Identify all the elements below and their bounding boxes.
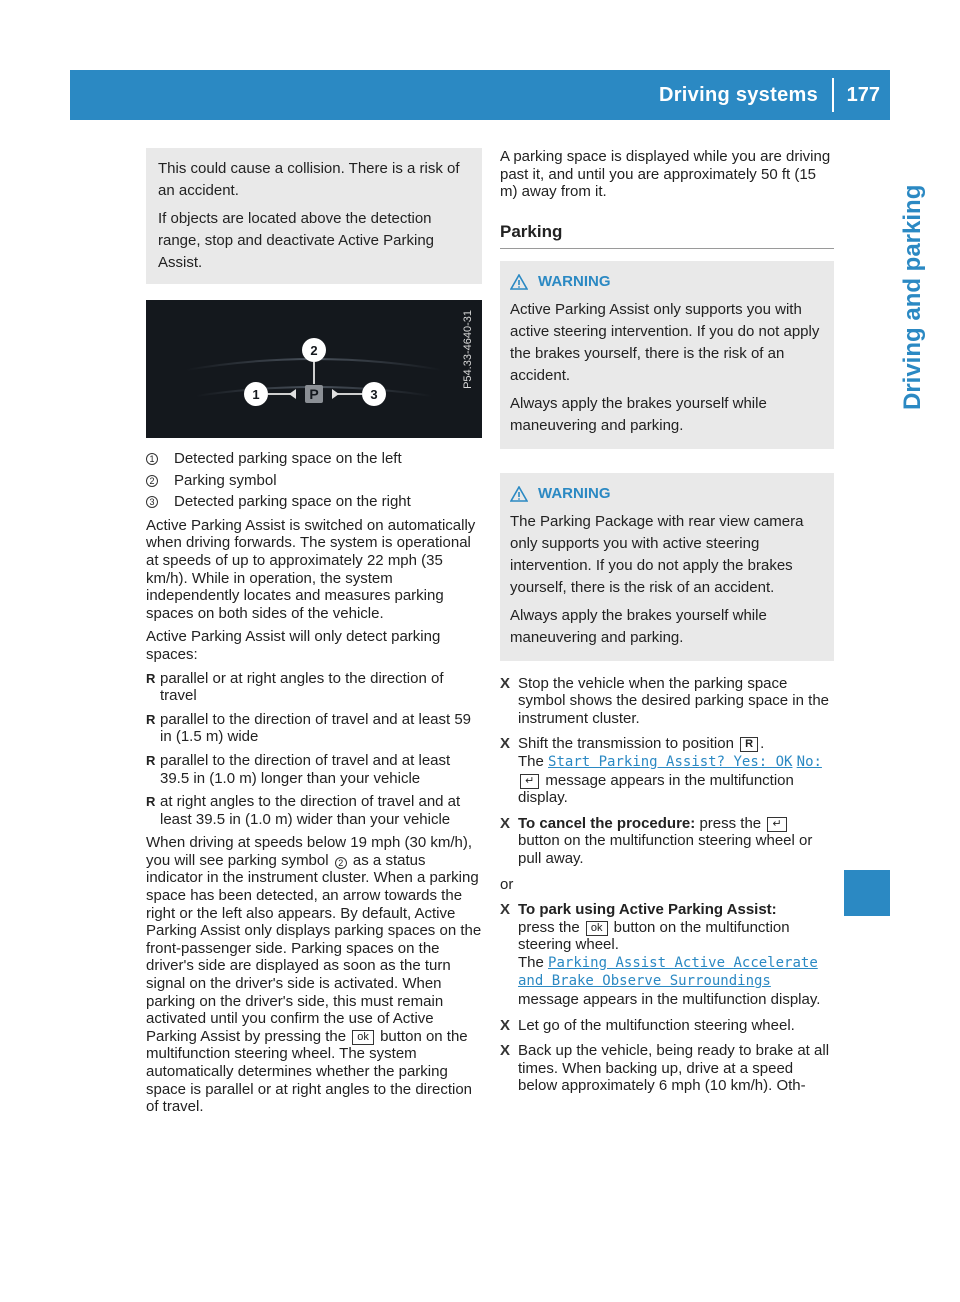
warning-triangle-icon [510, 274, 528, 290]
display-message: No: [796, 753, 822, 770]
para-text: as a status indicator in the instrument cluster. When a parking space has been detected, an arrow towards the right or the left also appears. By default, Active Parking Assist only displays parking spaces on the front-passenger side. Parking spaces on the driver's side are displayed as soon as the turn signal on the driver's side is activated. When parking on the driver's side, this must remain activated until you confirm the use of Active Parking Assist by pressing the [146, 851, 482, 1045]
para-text: button on the multifunction steering wheel. The system automatically determines whether the parking space is parallel or at right angles to the direction of travel. [146, 1027, 473, 1116]
step-text-part: press the [518, 918, 580, 936]
step-bold-text: To park using Active Parking Assist: [518, 901, 777, 919]
display-message: Parking Assist Active Accelerate and Brake Observe Surroundings [518, 954, 818, 990]
step-arrow-icon: X [500, 814, 511, 832]
warning-title [510, 273, 824, 291]
section-heading: Parking [500, 223, 834, 250]
legend-number: 1 [146, 453, 158, 465]
para-text: When driving at speeds below 19 mph (30 km/h), you will see parking symbol [146, 834, 472, 869]
instrument-cluster-figure [146, 300, 482, 438]
warning-box [500, 473, 834, 661]
step-text: Back up the vehicle, being ready to brake at all times. When backing up, drive at a speed below approximately 6 mph (10 km/h). Oth- [518, 1042, 830, 1095]
step-text-part: The [518, 752, 544, 770]
chapter-tab-marker [844, 870, 890, 916]
step-arrow-icon: X [500, 735, 511, 753]
chapter-tab [844, 130, 926, 450]
warning-title-text: WARNING [538, 484, 611, 502]
legend-item [146, 450, 482, 468]
bullet-item [146, 793, 482, 828]
display-message: Start Parking Assist? Yes: OK [548, 753, 793, 770]
right-column [500, 148, 834, 1095]
legend-text: Detected parking space on the right [174, 493, 411, 511]
bullet-text: at right angles to the direction of travel and at least 39.5 in (1.0 m) wider than your vehicle [160, 793, 461, 828]
instruction-step [500, 675, 834, 728]
step-text-part: message appears in the multifunction display. [518, 991, 821, 1009]
inline-callout-2: 2 [335, 857, 347, 869]
warning-title [510, 485, 824, 503]
step-arrow-icon: X [500, 1016, 511, 1034]
warning-text: Active Parking Assist only supports you with active steering intervention. If you do not apply the brakes yourself, there is the risk of an accident. [510, 300, 820, 384]
callout-2-label: 2 [310, 343, 318, 358]
ok-key-icon: ok [586, 921, 608, 936]
or-separator: or [500, 875, 514, 893]
ok-key-icon: ok [352, 1030, 374, 1045]
step-text-part: button on the multifunction steering wheel or pull away. [518, 832, 813, 867]
warning-text: Always apply the brakes yourself while maneuvering and parking. [510, 394, 767, 434]
bullet-item [146, 752, 482, 787]
body-paragraph [146, 834, 482, 1116]
bullet-text: parallel or at right angles to the direction of travel [160, 669, 444, 705]
instruction-step [500, 735, 834, 806]
warning-text: Always apply the brakes yourself while maneuvering and parking. [510, 606, 767, 646]
body-paragraph: A parking space is displayed while you are driving past it, and until you are approximately 50 ft (15 m) away from it. [500, 148, 831, 201]
instruction-step [500, 901, 834, 1009]
step-arrow-icon: X [500, 901, 511, 919]
header-title: Driving systems [658, 84, 818, 106]
header-divider [832, 78, 834, 112]
bullet-text: parallel to the direction of travel and at least 39.5 in (1.0 m) longer than your vehicle [160, 751, 451, 787]
step-bold-text: To cancel the procedure: [518, 814, 696, 832]
instruction-step [500, 1017, 834, 1035]
header-bar [70, 70, 890, 120]
step-text-part: button on the multifunction steering wheel. [518, 918, 790, 954]
step-text: Stop the vehicle when the parking space symbol shows the desired parking space in the instrument cluster. [518, 674, 830, 727]
bullet-item [146, 711, 482, 746]
chapter-tab-label: Driving and parking [899, 184, 926, 410]
page-number: 177 [846, 84, 880, 106]
parking-symbol-letter: P [309, 386, 319, 402]
intro-note-text: This could cause a collision. There is a risk of an accident. [158, 160, 460, 199]
bullet-mark: R [146, 752, 156, 768]
warning-title-text: WARNING [538, 273, 611, 291]
callout-1-label: 1 [252, 387, 260, 402]
step-text-part: message appears in the multifunction display. [518, 771, 794, 807]
step-text-part: The [518, 953, 544, 971]
warning-text: The Parking Package with rear view camera only supports you with active steering intervention. If you do not apply the brakes yourself, there is the risk of an accident. [510, 512, 804, 596]
step-text-part: press the [699, 814, 762, 832]
bullet-item [146, 670, 482, 705]
bullet-mark: R [146, 670, 156, 686]
warning-triangle-icon [510, 486, 528, 502]
instruction-step [500, 815, 834, 868]
bullet-text: parallel to the direction of travel and at least 59 in (1.5 m) wide [160, 710, 472, 746]
figure-code: P54.33-4640-31 [462, 310, 475, 389]
legend-number: 2 [146, 475, 158, 487]
legend-text: Parking symbol [174, 471, 277, 489]
intro-note-text: If objects are located above the detection range, stop and deactivate Active Parking Assist. [158, 210, 435, 271]
figure-legend [146, 450, 482, 511]
gear-r-icon: R [740, 737, 758, 752]
back-button-icon: ↵ [520, 774, 539, 789]
step-arrow-icon: X [500, 1042, 511, 1060]
legend-number: 3 [146, 496, 158, 508]
step-arrow-icon: X [500, 674, 511, 692]
legend-item [146, 472, 482, 490]
step-text: Let go of the multifunction steering wheel. [518, 1016, 795, 1034]
body-paragraph: Active Parking Assist is switched on automatically when driving forwards. The system is operational at speeds of up to approximately 22 mph (35 km/h). While in operation, the system independently locates and measures parking spaces on both sides of the vehicle. [146, 516, 476, 622]
bullet-mark: R [146, 711, 156, 727]
body-paragraph: Active Parking Assist will only detect parking spaces: [146, 628, 441, 663]
left-column [146, 148, 482, 1116]
instruction-step [500, 1042, 834, 1095]
parking-display-illustration [146, 300, 482, 438]
warning-box [500, 261, 834, 449]
step-text: Shift the transmission to position R . The Start Parking Assist? Yes: OK No: ↵ message appears in the multifunction display. [518, 735, 822, 807]
back-button-icon: ↵ [767, 817, 786, 832]
bullet-mark: R [146, 794, 156, 810]
legend-text: Detected parking space on the left [174, 450, 402, 467]
step-text [518, 901, 834, 1009]
step-text-part: Shift the transmission to position [518, 735, 734, 753]
intro-note-box [146, 148, 482, 284]
callout-3-label: 3 [370, 387, 378, 402]
step-text [518, 815, 834, 868]
legend-item [146, 493, 482, 511]
